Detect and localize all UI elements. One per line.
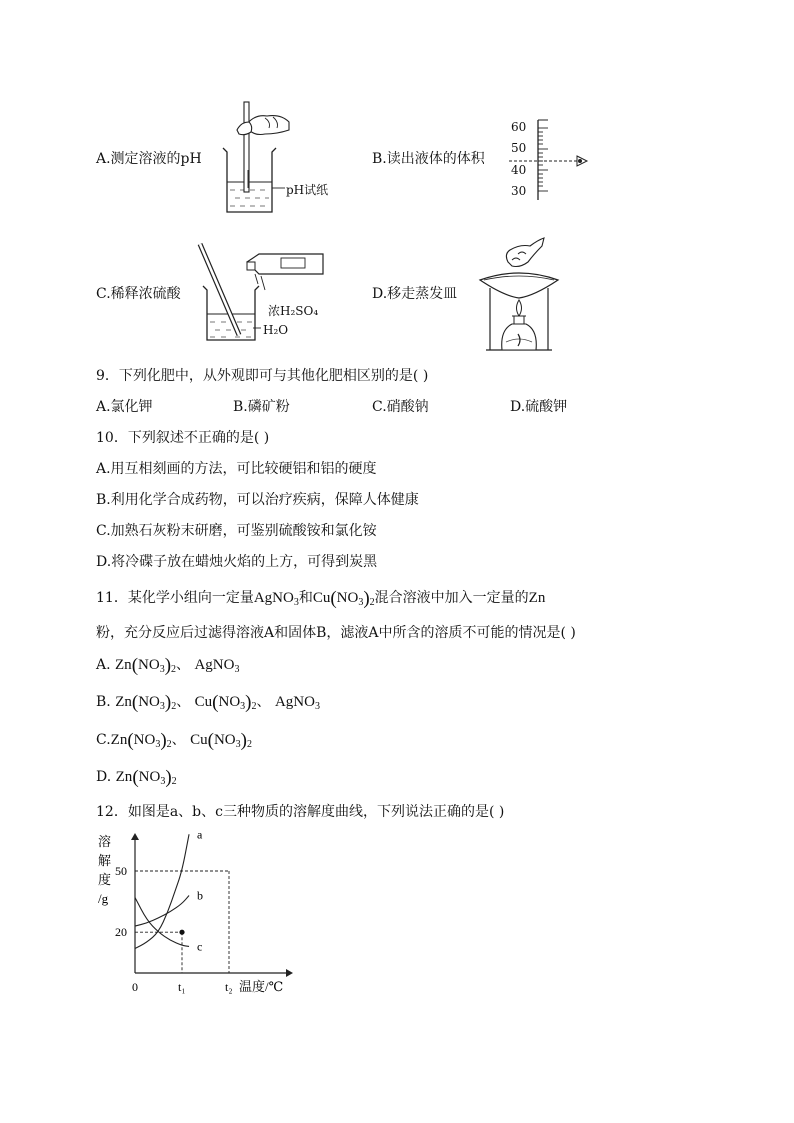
q8-option-a-label: A.测定溶液的pH bbox=[96, 151, 202, 167]
formula-cu-no3-2: $Cu(NO_3)_2$ bbox=[194, 692, 257, 713]
evaporating-dish-figure bbox=[474, 232, 564, 354]
no3-text: NO bbox=[213, 732, 236, 748]
q11-stem bbox=[96, 588, 545, 613]
series-b-label: b bbox=[197, 888, 204, 903]
formula-zn-no3-2: $Zn(NO_3)_2$ bbox=[110, 730, 172, 751]
cylinder-tick-60: 60 bbox=[511, 120, 527, 134]
acid-tag: 浓H₂SO₄ bbox=[268, 304, 319, 318]
q10-option-a: A.用互相刻画的方法，可比较硬铝和铝的硬度 bbox=[96, 461, 377, 477]
zn-text: Zn bbox=[115, 769, 133, 785]
y-axis-label-char: 解 bbox=[98, 853, 112, 868]
ph-paper-tag: pH试纸 bbox=[286, 183, 329, 197]
cu-text: Cu bbox=[190, 732, 208, 748]
formula-agno3: AgNO$_3$ bbox=[274, 694, 320, 712]
separator: 、 bbox=[176, 657, 191, 673]
separator: 、 bbox=[256, 694, 271, 710]
q10-stem: 10．下列叙述不正确的是( ) bbox=[96, 430, 270, 446]
q11-option-d bbox=[96, 767, 177, 792]
y-axis-label-char: /g bbox=[98, 891, 109, 906]
q9-option-b: B.磷矿粉 bbox=[233, 399, 290, 415]
series-c-label: c bbox=[197, 939, 203, 954]
q11-option-c bbox=[96, 730, 252, 755]
y-axis-label-char: 度 bbox=[98, 872, 112, 887]
cu-text: Cu bbox=[312, 590, 331, 606]
q10-option-b: B.利用化学合成药物，可以治疗疾病，保障人体健康 bbox=[96, 492, 419, 508]
y-tick-20: 20 bbox=[115, 925, 127, 940]
q8-option-d-label: D.移走蒸发皿 bbox=[372, 286, 458, 302]
option-prefix: B. bbox=[96, 694, 111, 710]
formula-zn-no3-2: $Zn(NO_3)_2$ bbox=[115, 655, 177, 676]
x-tick-t2: t₂ bbox=[225, 980, 233, 994]
q11-agno3: AgNO$_3$ bbox=[253, 590, 299, 608]
cylinder-tick-30: 30 bbox=[511, 184, 527, 198]
q11-between: 和 bbox=[298, 590, 313, 606]
cylinder-tick-50: 50 bbox=[511, 141, 527, 155]
q9-option-c: C.硝酸钠 bbox=[372, 399, 429, 415]
q9-stem: 9．下列化肥中，从外观即可与其他化肥相区别的是( ) bbox=[96, 368, 429, 384]
x-axis-label: 温度/℃ bbox=[239, 979, 284, 994]
q11-zn: Zn bbox=[528, 590, 546, 606]
separator: 、 bbox=[176, 694, 191, 710]
cu-text: Cu bbox=[194, 694, 213, 710]
no3-text: NO bbox=[138, 769, 161, 785]
y-axis-arrow bbox=[131, 833, 139, 840]
solubility-curve-chart bbox=[90, 828, 300, 998]
zn-text: Zn bbox=[110, 732, 128, 748]
q9-option-d: D.硫酸钾 bbox=[510, 399, 568, 415]
formula-cu-no3-2: $Cu(NO_3)_2$ bbox=[190, 730, 252, 751]
q8-option-b-label: B.读出液体的体积 bbox=[372, 151, 485, 167]
separator: 、 bbox=[171, 732, 186, 748]
q8-option-c-label: C.稀释浓硫酸 bbox=[96, 286, 181, 302]
option-prefix: D. bbox=[96, 769, 112, 785]
intersection-point bbox=[179, 930, 184, 935]
no3-text: NO bbox=[336, 590, 359, 606]
q11-stem-line2: 粉，充分反应后过滤得溶液A和固体B，滤液A中所含的溶质不可能的情况是( ) bbox=[96, 625, 576, 641]
no3-text: NO bbox=[138, 657, 160, 673]
no3-text: NO bbox=[133, 732, 156, 748]
q11-stem-before: 11．某化学小组向一定量 bbox=[96, 590, 254, 606]
no3-text: NO bbox=[138, 694, 160, 710]
no3-text: NO bbox=[218, 694, 241, 710]
option-prefix: C. bbox=[96, 732, 111, 748]
formula-zn-no3-2: $Zn(NO_3)_2$ bbox=[115, 767, 177, 788]
x-tick-t1: t₁ bbox=[178, 980, 186, 994]
q9-option-a: A.氯化钾 bbox=[96, 399, 153, 415]
cylinder-tick-40: 40 bbox=[511, 163, 527, 177]
series-a-label: a bbox=[197, 828, 203, 842]
origin-label: 0 bbox=[132, 980, 138, 994]
q10-option-c: C.加熟石灰粉末研磨，可鉴别硫酸铵和氯化铵 bbox=[96, 523, 377, 539]
q11-option-b bbox=[96, 692, 320, 717]
option-prefix: A. bbox=[96, 657, 111, 673]
agno3-text: AgNO bbox=[194, 657, 235, 673]
q11-cu-no3-2: $Cu(NO_3)_2$ bbox=[312, 588, 375, 609]
y-axis-label-char: 溶 bbox=[98, 834, 112, 849]
x-axis-arrow bbox=[286, 969, 293, 977]
formula-agno3: AgNO$_3$ bbox=[194, 657, 240, 675]
agno3-text: AgNO bbox=[253, 590, 294, 606]
zn-text: Zn bbox=[115, 657, 132, 673]
q12-stem: 12．如图是a、b、c三种物质的溶解度曲线，下列说法正确的是( ) bbox=[96, 804, 505, 820]
y-tick-50: 50 bbox=[115, 864, 127, 878]
series-b-curve bbox=[135, 895, 189, 926]
q11-option-a bbox=[96, 655, 239, 680]
agno3-text: AgNO bbox=[274, 694, 315, 710]
formula-zn-no3-2: $Zn(NO_3)_2$ bbox=[115, 692, 177, 713]
q10-option-d: D.将冷碟子放在蜡烛火焰的上方，可得到炭黑 bbox=[96, 554, 378, 570]
series-c-curve bbox=[135, 898, 189, 947]
q11-stem-after: 混合溶液中加入一定量的 bbox=[374, 590, 529, 606]
zn-text: Zn bbox=[115, 694, 132, 710]
water-tag: H₂O bbox=[263, 323, 289, 337]
